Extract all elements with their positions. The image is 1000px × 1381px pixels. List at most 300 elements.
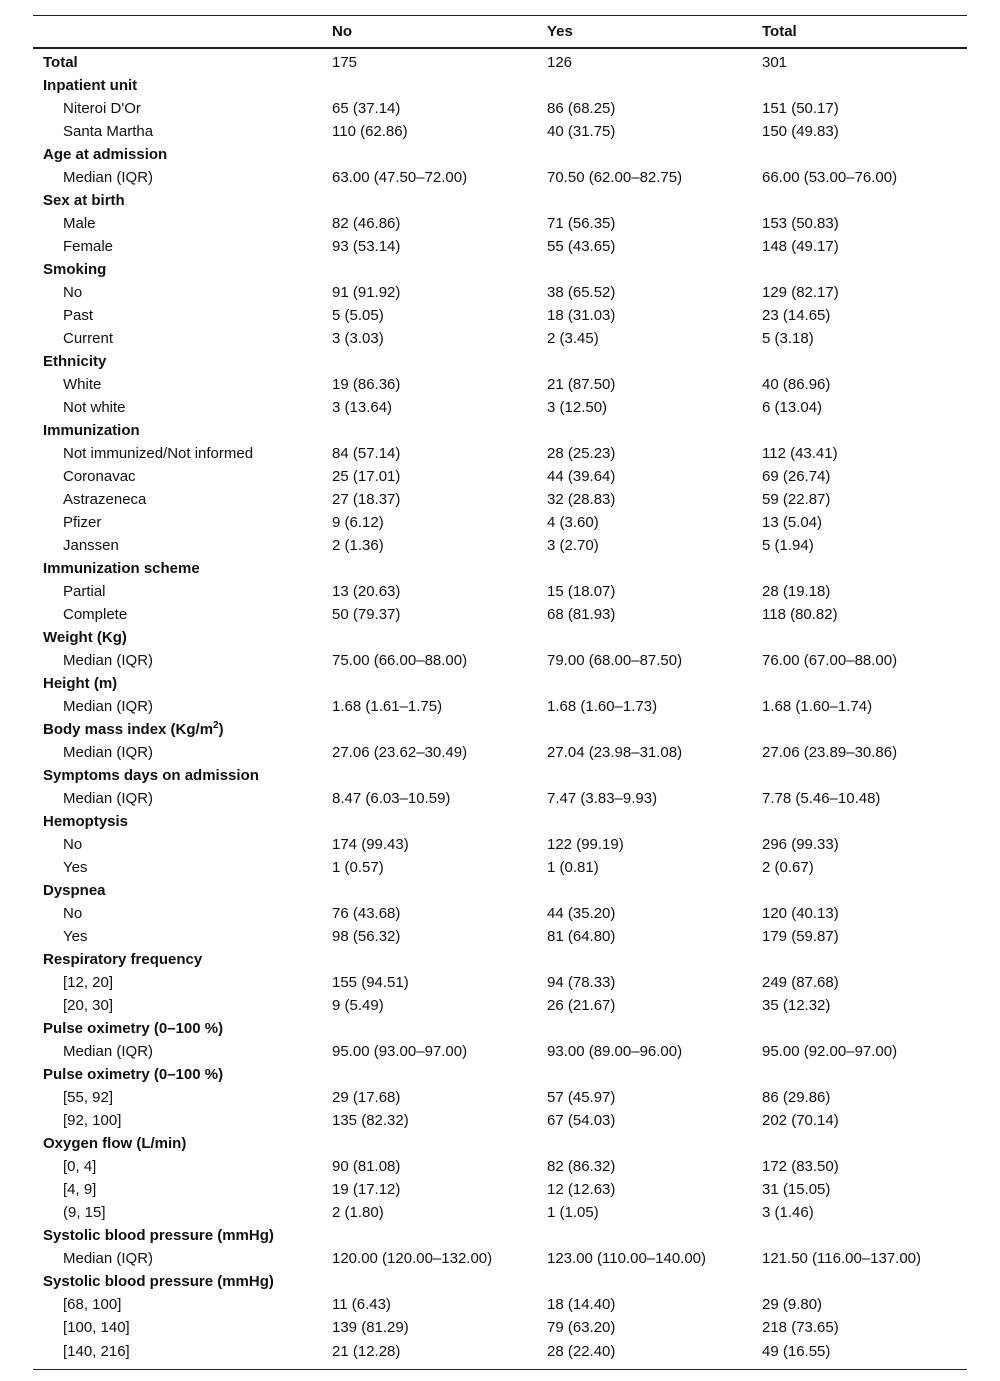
table-row xyxy=(33,373,967,396)
row-label xyxy=(33,465,322,488)
cell-total xyxy=(752,764,967,787)
cell-no xyxy=(322,189,537,212)
label-text: White xyxy=(63,376,102,393)
table-container xyxy=(33,15,967,1370)
cell-no xyxy=(322,419,537,442)
section-row xyxy=(33,810,967,833)
table-row xyxy=(33,902,967,925)
cell-yes xyxy=(537,189,752,212)
label-text: Not white xyxy=(63,399,126,416)
section-label xyxy=(33,350,322,373)
cell-yes xyxy=(537,718,752,741)
cell-total: 150 (49.83) xyxy=(762,123,839,140)
section-row xyxy=(33,143,967,166)
section-label xyxy=(33,48,322,74)
section-row xyxy=(33,350,967,373)
cell-total xyxy=(752,557,967,580)
cell-total: 49 (16.55) xyxy=(752,1339,967,1370)
cell-yes xyxy=(537,948,752,971)
table-row xyxy=(33,695,967,718)
cell-no: 27 (18.37) xyxy=(332,491,401,508)
row-label xyxy=(33,833,322,856)
cell-total xyxy=(752,1224,967,1247)
table-row xyxy=(33,534,967,557)
label-text: [4, 9] xyxy=(63,1181,97,1198)
cell-no: 29 (17.68) xyxy=(332,1089,401,1106)
cell-yes: 40 (31.75) xyxy=(547,123,616,140)
row-label xyxy=(33,580,322,603)
cell-no: 95.00 (93.00–97.00) xyxy=(332,1043,468,1060)
cell-total: 249 (87.68) xyxy=(762,974,839,991)
cell-no: 135 (82.32) xyxy=(332,1112,409,1129)
cell-yes xyxy=(537,1017,752,1040)
section-label xyxy=(33,764,322,787)
cell-no: 13 (20.63) xyxy=(332,583,401,600)
cell-total xyxy=(752,419,967,442)
cell-total: 218 (73.65) xyxy=(762,1319,839,1336)
row-label xyxy=(33,235,322,258)
cell-no xyxy=(322,557,537,580)
label-text: Systolic blood pressure (mmHg) xyxy=(43,1227,274,1244)
cell-total: 151 (50.17) xyxy=(762,100,839,117)
table-row xyxy=(33,856,967,879)
section-label xyxy=(33,258,322,281)
label-text: Female xyxy=(63,238,114,255)
table-row xyxy=(33,787,967,810)
cell-total xyxy=(752,948,967,971)
label-text: Pulse oximetry (0–100 %) xyxy=(43,1066,224,1083)
cell-total: 5 (3.18) xyxy=(762,330,814,347)
label-text: [140, 216] xyxy=(63,1343,130,1360)
table-row xyxy=(33,465,967,488)
section-label xyxy=(33,626,322,649)
label-text: [92, 100] xyxy=(63,1112,122,1129)
row-label xyxy=(33,442,322,465)
cell-total: 13 (5.04) xyxy=(762,514,823,531)
label-text: Ethnicity xyxy=(43,353,107,370)
label-text: No xyxy=(63,836,83,853)
row-label xyxy=(33,971,322,994)
label-text: Median (IQR) xyxy=(63,744,154,761)
table-body xyxy=(33,48,967,1370)
cell-yes: 79.00 (68.00–87.50) xyxy=(547,652,683,669)
cell-no: 175 xyxy=(332,54,358,71)
row-label xyxy=(33,994,322,1017)
cell-yes: 3 (12.50) xyxy=(547,399,608,416)
data-table xyxy=(33,15,967,1370)
section-label xyxy=(33,948,322,971)
section-row xyxy=(33,718,967,741)
table-row xyxy=(33,212,967,235)
cell-no xyxy=(322,948,537,971)
label-text: Weight (Kg) xyxy=(43,629,127,646)
cell-total xyxy=(752,1132,967,1155)
cell-yes: 68 (81.93) xyxy=(547,606,616,623)
cell-no: 9 (6.12) xyxy=(332,514,384,531)
label-text: [20, 30] xyxy=(63,997,114,1014)
row-label xyxy=(33,649,322,672)
cell-total xyxy=(752,143,967,166)
cell-no: 75.00 (66.00–88.00) xyxy=(332,652,468,669)
cell-yes xyxy=(537,810,752,833)
cell-no: 174 (99.43) xyxy=(332,836,409,853)
cell-total xyxy=(752,879,967,902)
row-label xyxy=(33,1247,322,1270)
header-cell-total: Total xyxy=(752,16,967,49)
label-text: Body mass index (Kg/m xyxy=(43,721,214,738)
cell-no: 11 (6.43) xyxy=(332,1296,391,1313)
section-label xyxy=(33,1270,322,1293)
table-row xyxy=(33,235,967,258)
cell-no xyxy=(322,74,537,97)
cell-yes: 1.68 (1.60–1.73) xyxy=(547,698,658,715)
cell-no xyxy=(322,879,537,902)
cell-total: 59 (22.87) xyxy=(762,491,831,508)
label-text: Pfizer xyxy=(63,514,102,531)
cell-yes: 1 (1.05) xyxy=(547,1204,599,1221)
section-row xyxy=(33,1224,967,1247)
cell-no xyxy=(322,1063,537,1086)
row-label xyxy=(33,925,322,948)
cell-total: 66.00 (53.00–76.00) xyxy=(762,169,898,186)
cell-total xyxy=(752,1270,967,1293)
cell-total xyxy=(752,189,967,212)
cell-yes xyxy=(537,1270,752,1293)
section-row xyxy=(33,419,967,442)
cell-no xyxy=(322,1224,537,1247)
section-label xyxy=(33,1017,322,1040)
label-text: Immunization xyxy=(43,422,140,439)
cell-no: 90 (81.08) xyxy=(332,1158,401,1175)
cell-no: 155 (94.51) xyxy=(332,974,409,991)
row-label xyxy=(33,281,322,304)
section-row xyxy=(33,626,967,649)
section-row xyxy=(33,557,967,580)
row-label xyxy=(33,902,322,925)
row-label xyxy=(33,1339,322,1370)
section-row xyxy=(33,1063,967,1086)
section-label xyxy=(33,557,322,580)
cell-no: 2 (1.36) xyxy=(332,537,384,554)
table-row xyxy=(33,1201,967,1224)
row-label xyxy=(33,166,322,189)
label-text: Coronavac xyxy=(63,468,136,485)
label-text: Age at admission xyxy=(43,146,168,163)
cell-total: 76.00 (67.00–88.00) xyxy=(762,652,898,669)
cell-total: 202 (70.14) xyxy=(762,1112,839,1129)
cell-yes: 122 (99.19) xyxy=(547,836,624,853)
table-row xyxy=(33,833,967,856)
section-label xyxy=(33,672,322,695)
row-label xyxy=(33,396,322,419)
cell-total xyxy=(752,74,967,97)
cell-yes: 44 (35.20) xyxy=(547,905,616,922)
cell-yes: 32 (28.83) xyxy=(547,491,616,508)
table-row xyxy=(33,925,967,948)
section-row xyxy=(33,1270,967,1293)
section-row xyxy=(33,672,967,695)
table-row xyxy=(33,994,967,1017)
section-label xyxy=(33,718,322,741)
cell-yes: 57 (45.97) xyxy=(547,1089,616,1106)
section-row xyxy=(33,1132,967,1155)
label-text: Complete xyxy=(63,606,128,623)
label-text: Respiratory frequency xyxy=(43,951,203,968)
cell-no xyxy=(322,258,537,281)
cell-no: 63.00 (47.50–72.00) xyxy=(332,169,468,186)
cell-no: 110 (62.86) xyxy=(332,123,408,140)
label-text: Median (IQR) xyxy=(63,790,154,807)
cell-total: 120 (40.13) xyxy=(762,905,839,922)
cell-yes xyxy=(537,350,752,373)
cell-yes: 12 (12.63) xyxy=(547,1181,616,1198)
cell-total: 301 xyxy=(762,54,788,71)
section-row xyxy=(33,48,967,74)
cell-no: 98 (56.32) xyxy=(332,928,401,945)
cell-total: 129 (82.17) xyxy=(762,284,839,301)
cell-no xyxy=(322,1017,537,1040)
cell-yes: 15 (18.07) xyxy=(547,583,616,600)
cell-total: 29 (9.80) xyxy=(762,1296,823,1313)
section-row xyxy=(33,1017,967,1040)
table-row xyxy=(33,488,967,511)
cell-total: 2 (0.67) xyxy=(762,859,814,876)
cell-total: 1.68 (1.60–1.74) xyxy=(762,698,873,715)
row-label xyxy=(33,120,322,143)
table-row xyxy=(33,1040,967,1063)
label-text: Yes xyxy=(63,859,88,876)
cell-total: 28 (19.18) xyxy=(762,583,831,600)
section-label xyxy=(33,1063,322,1086)
cell-total xyxy=(752,810,967,833)
table-row xyxy=(33,1155,967,1178)
row-label xyxy=(33,97,322,120)
table-row xyxy=(33,1178,967,1201)
cell-yes xyxy=(537,143,752,166)
cell-no xyxy=(322,764,537,787)
cell-total: 69 (26.74) xyxy=(762,468,831,485)
table-row xyxy=(33,580,967,603)
cell-yes xyxy=(537,557,752,580)
cell-total: 179 (59.87) xyxy=(762,928,839,945)
row-label xyxy=(33,488,322,511)
cell-no: 5 (5.05) xyxy=(332,307,384,324)
row-label xyxy=(33,1201,322,1224)
label-text: Total xyxy=(43,54,78,71)
cell-yes: 4 (3.60) xyxy=(547,514,599,531)
section-label xyxy=(33,879,322,902)
cell-yes: 3 (2.70) xyxy=(547,537,599,554)
label-text: Sex at birth xyxy=(43,192,125,209)
table-row xyxy=(33,166,967,189)
label-text: Niteroi D'Or xyxy=(63,100,141,117)
cell-no xyxy=(322,626,537,649)
label-text: [100, 140] xyxy=(63,1319,130,1336)
row-label xyxy=(33,603,322,626)
cell-no: 50 (79.37) xyxy=(332,606,401,623)
row-label xyxy=(33,695,322,718)
label-text: Median (IQR) xyxy=(63,652,154,669)
table-row xyxy=(33,1293,967,1316)
cell-no: 1.68 (1.61–1.75) xyxy=(332,698,443,715)
cell-no xyxy=(322,1132,537,1155)
cell-total xyxy=(752,1017,967,1040)
label-text: Not immunized/Not informed xyxy=(63,445,254,462)
table-row xyxy=(33,304,967,327)
label-text: Santa Martha xyxy=(63,123,154,140)
cell-no: 27.06 (23.62–30.49) xyxy=(332,744,468,761)
cell-yes: 27.04 (23.98–31.08) xyxy=(547,744,683,761)
cell-total: 172 (83.50) xyxy=(762,1158,839,1175)
row-label xyxy=(33,856,322,879)
cell-no: 65 (37.14) xyxy=(332,100,401,117)
cell-total: 118 (80.82) xyxy=(762,606,838,623)
cell-yes: 70.50 (62.00–82.75) xyxy=(547,169,683,186)
cell-no: 8.47 (6.03–10.59) xyxy=(332,790,451,807)
label-text: Oxygen flow (L/min) xyxy=(43,1135,187,1152)
cell-yes: 82 (86.32) xyxy=(547,1158,616,1175)
cell-yes: 123.00 (110.00–140.00) xyxy=(547,1250,707,1267)
cell-no: 25 (17.01) xyxy=(332,468,401,485)
cell-no xyxy=(322,810,537,833)
cell-no: 84 (57.14) xyxy=(332,445,401,462)
cell-yes xyxy=(537,879,752,902)
cell-yes xyxy=(537,626,752,649)
label-text: [68, 100] xyxy=(63,1296,122,1313)
cell-yes: 67 (54.03) xyxy=(547,1112,616,1129)
cell-yes: 55 (43.65) xyxy=(547,238,616,255)
label-text: No xyxy=(63,905,83,922)
cell-yes: 26 (21.67) xyxy=(547,997,616,1014)
row-label xyxy=(33,304,322,327)
cell-no xyxy=(322,143,537,166)
table-row xyxy=(33,327,967,350)
row-label xyxy=(33,741,322,764)
label-text: Pulse oximetry (0–100 %) xyxy=(43,1020,224,1037)
cell-no: 91 (91.92) xyxy=(332,284,401,301)
row-label xyxy=(33,1086,322,1109)
cell-yes: 1 (0.81) xyxy=(547,859,599,876)
table-row xyxy=(33,603,967,626)
table-row xyxy=(33,1086,967,1109)
table-row xyxy=(33,649,967,672)
row-label xyxy=(33,1316,322,1339)
cell-total xyxy=(752,1063,967,1086)
label-text: Hemoptysis xyxy=(43,813,129,830)
cell-total xyxy=(752,258,967,281)
label-text: Janssen xyxy=(63,537,119,554)
table-row xyxy=(33,396,967,419)
cell-no: 120.00 (120.00–132.00) xyxy=(332,1250,493,1267)
label-text: Smoking xyxy=(43,261,107,278)
section-row xyxy=(33,879,967,902)
table-row xyxy=(33,971,967,994)
label-text: Dyspnea xyxy=(43,882,106,899)
cell-total: 86 (29.86) xyxy=(762,1089,831,1106)
label-text: Systolic blood pressure (mmHg) xyxy=(43,1273,274,1290)
cell-yes: 71 (56.35) xyxy=(547,215,616,232)
label-text: Male xyxy=(63,215,96,232)
section-row xyxy=(33,74,967,97)
section-row xyxy=(33,948,967,971)
row-label xyxy=(33,1109,322,1132)
cell-no: 19 (17.12) xyxy=(332,1181,401,1198)
table-row xyxy=(33,1247,967,1270)
cell-yes: 21 (87.50) xyxy=(547,376,616,393)
cell-total: 23 (14.65) xyxy=(762,307,831,324)
cell-no xyxy=(322,672,537,695)
label-text: Median (IQR) xyxy=(63,1250,154,1267)
label-suffix: ) xyxy=(218,721,224,738)
cell-total: 3 (1.46) xyxy=(762,1204,814,1221)
header-row xyxy=(33,16,967,49)
cell-yes: 18 (31.03) xyxy=(547,307,616,324)
header-cell-no: No xyxy=(322,16,537,49)
table-row xyxy=(33,1109,967,1132)
label-text: Height (m) xyxy=(43,675,118,692)
cell-yes: 38 (65.52) xyxy=(547,284,616,301)
row-label xyxy=(33,1155,322,1178)
table-row xyxy=(33,511,967,534)
label-text: Past xyxy=(63,307,94,324)
label-text: Partial xyxy=(63,583,106,600)
cell-yes: 2 (3.45) xyxy=(547,330,599,347)
cell-yes xyxy=(537,1132,752,1155)
cell-yes: 126 xyxy=(547,54,573,71)
label-text: Median (IQR) xyxy=(63,1043,154,1060)
cell-yes xyxy=(537,258,752,281)
label-text: (9, 15] xyxy=(63,1204,106,1221)
cell-total: 5 (1.94) xyxy=(762,537,814,554)
cell-no: 3 (3.03) xyxy=(332,330,384,347)
label-text: [12, 20] xyxy=(63,974,114,991)
cell-yes: 81 (64.80) xyxy=(547,928,616,945)
cell-yes: 86 (68.25) xyxy=(547,100,616,117)
cell-yes xyxy=(537,1063,752,1086)
cell-total: 296 (99.33) xyxy=(762,836,839,853)
section-label xyxy=(33,1224,322,1247)
row-label xyxy=(33,534,322,557)
cell-yes: 18 (14.40) xyxy=(547,1296,616,1313)
cell-no: 2 (1.80) xyxy=(332,1204,384,1221)
label-text: Immunization scheme xyxy=(43,560,200,577)
table-row xyxy=(33,442,967,465)
cell-yes xyxy=(537,419,752,442)
cell-yes: 44 (39.64) xyxy=(547,468,616,485)
cell-yes xyxy=(537,1224,752,1247)
cell-yes: 79 (63.20) xyxy=(547,1319,616,1336)
cell-total: 31 (15.05) xyxy=(762,1181,831,1198)
label-text: Yes xyxy=(63,928,88,945)
table-row xyxy=(33,120,967,143)
cell-no: 82 (46.86) xyxy=(332,215,401,232)
cell-total: 153 (50.83) xyxy=(762,215,839,232)
cell-total: 6 (13.04) xyxy=(762,399,823,416)
cell-total: 112 (43.41) xyxy=(762,445,838,462)
cell-total: 40 (86.96) xyxy=(762,376,831,393)
cell-yes: 93.00 (89.00–96.00) xyxy=(547,1043,683,1060)
label-text: Inpatient unit xyxy=(43,77,138,94)
row-label xyxy=(33,1040,322,1063)
cell-total: 35 (12.32) xyxy=(762,997,831,1014)
label-text: [0, 4] xyxy=(63,1158,97,1175)
cell-total: 27.06 (23.89–30.86) xyxy=(762,744,898,761)
cell-no: 93 (53.14) xyxy=(332,238,401,255)
section-label xyxy=(33,810,322,833)
cell-total xyxy=(752,718,967,741)
cell-no: 1 (0.57) xyxy=(332,859,384,876)
header-cell-label xyxy=(33,16,322,49)
